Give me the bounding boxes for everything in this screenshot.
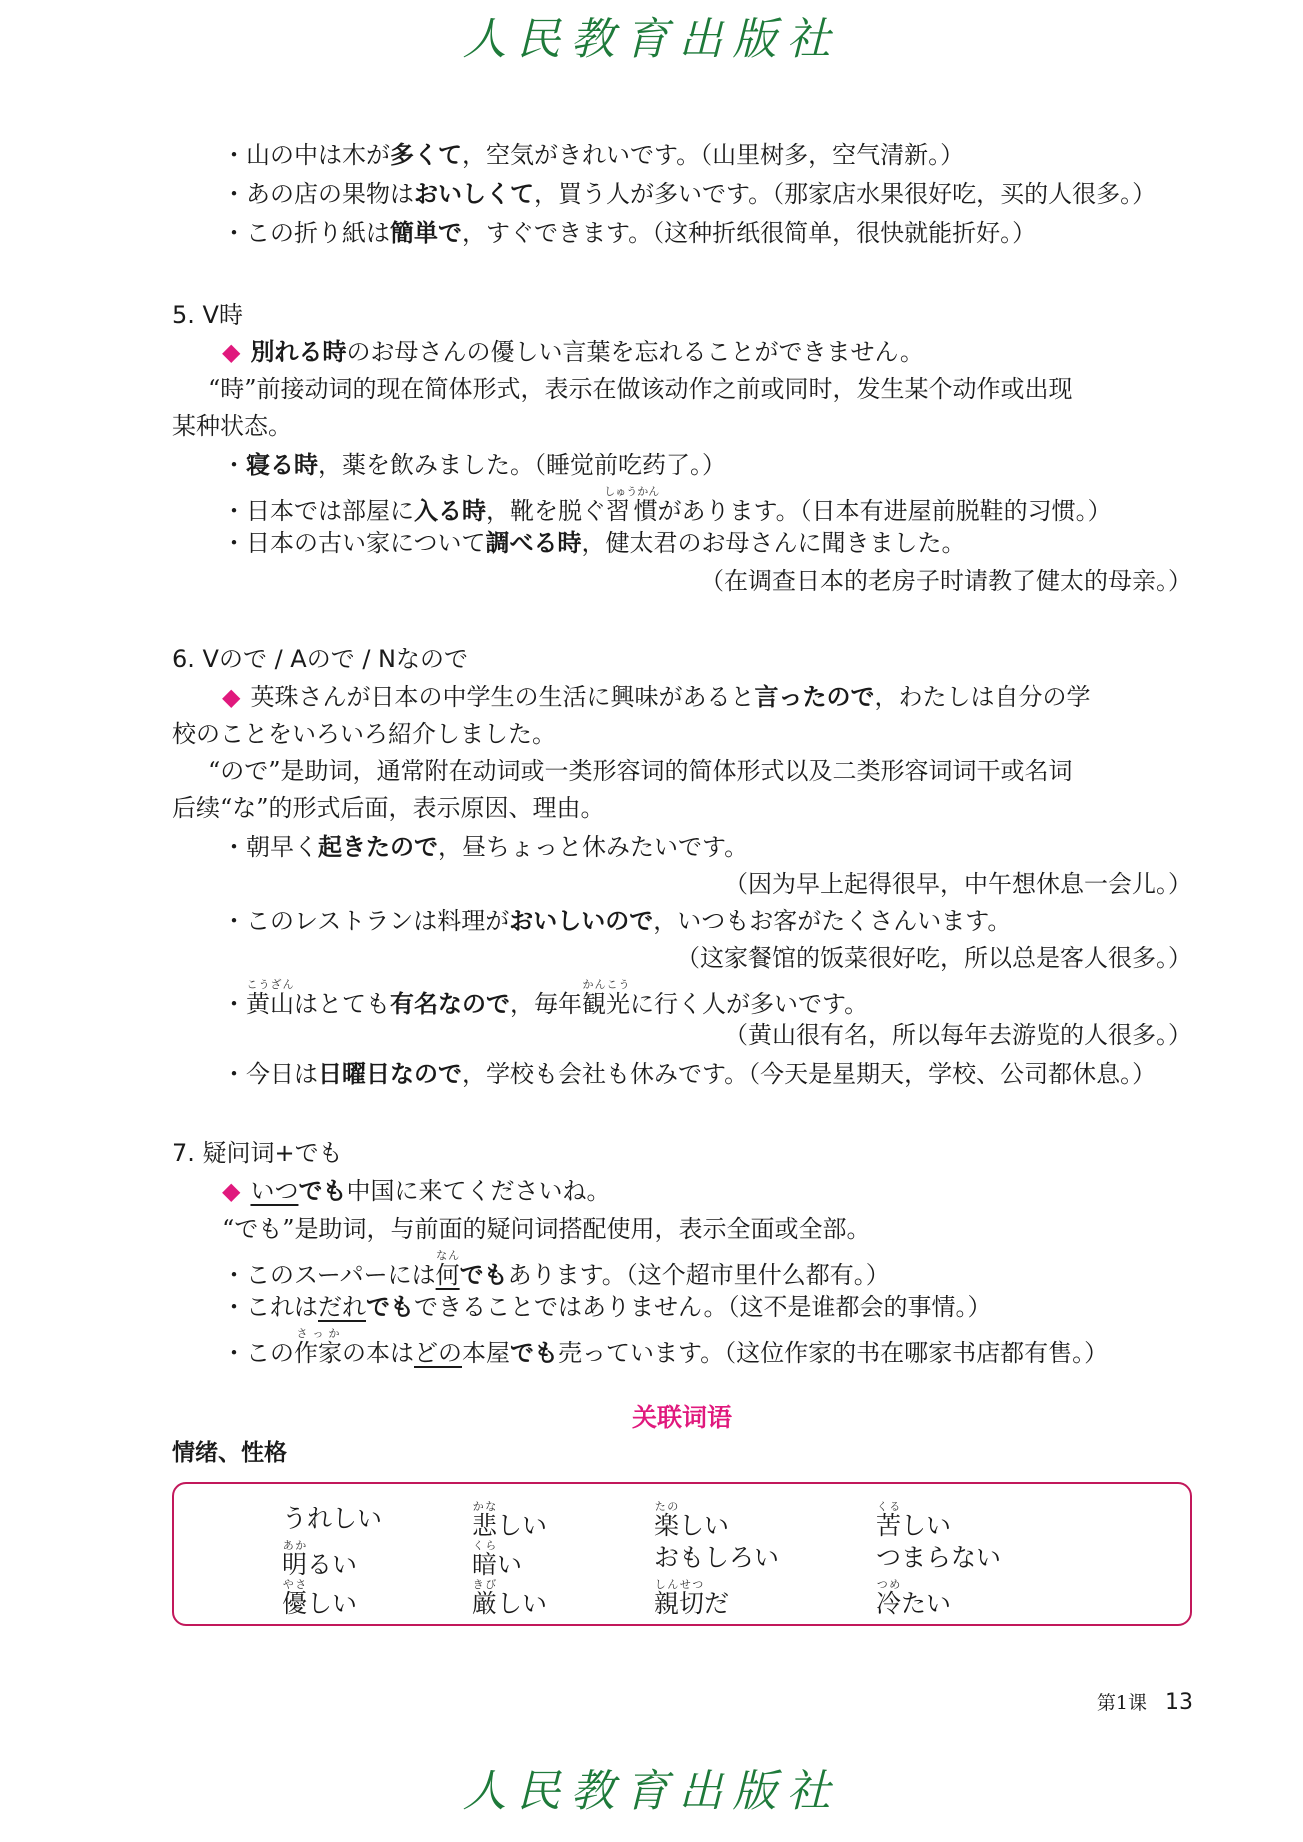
publisher-logo: 人民教育出版社 bbox=[462, 14, 841, 65]
publisher-logo-bottom: 人民教育出版社 bbox=[462, 1766, 841, 1817]
vocab-word: 暗くらい bbox=[472, 1539, 523, 1579]
s6-key-sentence-line-2: 校のことをいろいろ紹介しました。 bbox=[172, 720, 556, 748]
vocab-word: 楽たのしい bbox=[654, 1500, 730, 1540]
vocab-word: つまらない bbox=[876, 1543, 1002, 1572]
vocab-word: 厳きびしい bbox=[472, 1578, 548, 1618]
vocab-word: 悲かなしい bbox=[472, 1500, 548, 1540]
s7-key-sentence: ◆ いつでも中国に来てくださいね。 bbox=[222, 1177, 611, 1205]
s6-example-2-translation: （这家餐馆的饭菜很好吃，所以总是客人很多。） bbox=[676, 944, 1192, 972]
s5-example-1: ・寝る時，薬を飲みました。（睡觉前吃药了。） bbox=[222, 451, 726, 479]
section-6-heading: 6. Vので / Aので / Nなので bbox=[172, 645, 469, 673]
s6-explanation-line-2: 后续“な”的形式后面，表示原因、理由。 bbox=[172, 794, 605, 822]
vocabulary-box bbox=[172, 1482, 1192, 1626]
s6-example-1: ・朝早く起きたので，昼ちょっと休みたいです。 bbox=[222, 833, 749, 861]
diamond-icon: ◆ bbox=[222, 683, 241, 711]
s5-key-sentence: ◆ 別れる時のお母さんの優しい言葉を忘れることができません。 bbox=[222, 338, 924, 366]
vocab-word: 苦くるしい bbox=[876, 1500, 952, 1540]
s4-example-3: ・この折り紙は簡単で，すぐできます。（这种折纸很简单，很快就能折好。） bbox=[222, 219, 1037, 247]
vocab-word: 冷つめたい bbox=[876, 1578, 952, 1618]
vocab-word: 明あかるい bbox=[282, 1539, 358, 1579]
s5-example-3: ・日本の古い家について調べる時，健太君のお母さんに聞きました。 bbox=[222, 529, 966, 557]
section-7-heading: 7. 疑问词+でも bbox=[172, 1139, 343, 1167]
page-footer bbox=[1097, 1688, 1193, 1715]
s4-example-1: ・山の中は木が多くて，空気がきれいです。（山里树多，空气清新。） bbox=[222, 141, 965, 169]
s7-example-1: ・このスーパーには何なんでもあります。（这个超市里什么都有。） bbox=[222, 1249, 890, 1289]
s6-explanation-line-1: “ので”是助词，通常附在动词或一类形容词的简体形式以及二类形容词词干或名词 bbox=[208, 757, 1073, 785]
vocab-word: 優やさしい bbox=[282, 1578, 358, 1618]
s6-example-3: ・黄山こうざんはとても有名なので，毎年観光かんこうに行く人が多いです。 bbox=[222, 978, 869, 1018]
s6-key-sentence: ◆ 英珠さんが日本の中学生の生活に興味があると言ったので，わたしは自分の学 bbox=[222, 683, 1091, 711]
diamond-icon: ◆ bbox=[222, 1177, 241, 1205]
s7-example-3: ・この作家さっかの本はどの本屋でも売っています。（这位作家的书在哪家书店都有售。） bbox=[222, 1327, 1109, 1367]
related-words-title: 关联词语 bbox=[631, 1403, 732, 1432]
vocab-word: 親切しんせつだ bbox=[654, 1578, 730, 1618]
vocab-word: おもしろい bbox=[654, 1543, 780, 1572]
s4-example-2: ・あの店の果物はおいしくて，買う人が多いです。（那家店水果很好吃，买的人很多。） bbox=[222, 180, 1157, 208]
s5-example-2: ・日本では部屋に入る時，靴を脱ぐ習慣しゅうかんがあります。（日本有进屋前脱鞋的习惯。） bbox=[222, 485, 1112, 525]
vocab-word: うれしい bbox=[282, 1504, 383, 1533]
s7-example-2: ・これはだれでもできることではありません。（这不是谁都会的事情。） bbox=[222, 1293, 992, 1321]
diamond-icon: ◆ bbox=[222, 338, 241, 366]
s6-example-4: ・今日は日曜日なので，学校も会社も休みです。（今天是星期天，学校、公司都休息。） bbox=[222, 1060, 1157, 1088]
s5-explanation-line-2: 某种状态。 bbox=[172, 412, 292, 440]
s6-example-2: ・このレストランは料理がおいしいので，いつもお客がたくさんいます。 bbox=[222, 907, 1012, 935]
s7-explanation: “でも”是助词，与前面的疑问词搭配使用，表示全面或全部。 bbox=[222, 1215, 871, 1243]
s5-explanation-line-1: “時”前接动词的现在简体形式，表示在做该动作之前或同时，发生某个动作或出现 bbox=[208, 375, 1073, 403]
s6-example-3-translation: （黄山很有名，所以每年去游览的人很多。） bbox=[724, 1021, 1192, 1049]
related-words-subtitle: 情绪、性格 bbox=[172, 1440, 287, 1466]
section-5-heading: 5. V時 bbox=[172, 301, 243, 329]
page-number: 13 bbox=[1165, 1690, 1193, 1715]
lesson-label: 第1课 bbox=[1096, 1692, 1147, 1714]
s6-example-1-translation: （因为早上起得很早，中午想休息一会儿。） bbox=[724, 870, 1192, 898]
s5-example-3-translation: （在调查日本的老房子时请教了健太的母亲。） bbox=[700, 567, 1192, 595]
